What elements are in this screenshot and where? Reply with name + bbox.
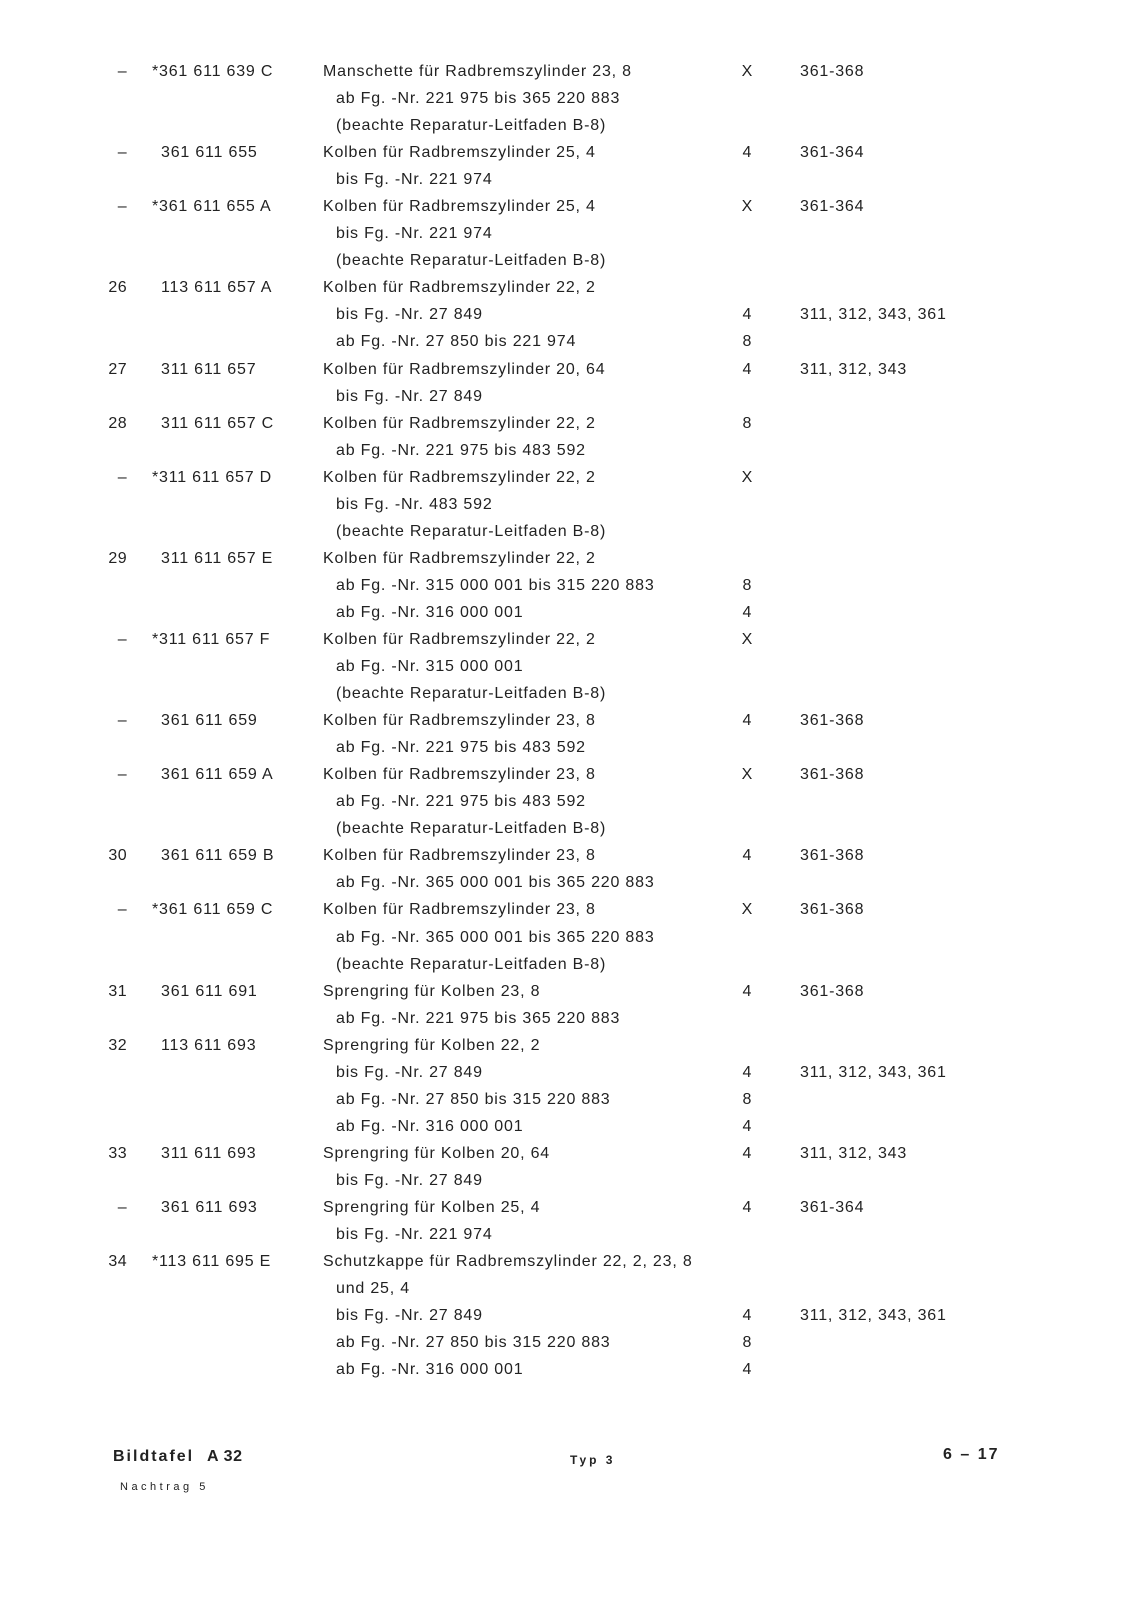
position-number: – xyxy=(117,901,127,919)
part-number: *113 611 695 E xyxy=(152,1253,272,1271)
parts-entry xyxy=(0,978,1139,1032)
model-types: 311, 312, 343 xyxy=(800,360,908,378)
model-types: 311, 312, 343, 361 xyxy=(800,1307,947,1325)
part-number: 361 611 655 xyxy=(161,144,258,162)
position-number: – xyxy=(117,468,127,486)
entry-line xyxy=(0,1329,1139,1356)
entry-line xyxy=(0,626,1139,653)
parts-entry xyxy=(0,1248,1139,1383)
description: Sprengring für Kolben 25, 4 xyxy=(323,1198,541,1216)
entry-line xyxy=(0,247,1139,274)
position-number: 28 xyxy=(108,414,127,432)
position-number: – xyxy=(117,630,127,648)
quantity: 4 xyxy=(742,1361,752,1379)
quantity: 4 xyxy=(742,144,752,162)
quantity: X xyxy=(741,766,753,784)
description: Kolben für Radbremszylinder 20, 64 xyxy=(323,360,606,378)
position-number: 32 xyxy=(108,1036,127,1054)
description: bis Fg. -Nr. 27 849 xyxy=(336,1307,483,1325)
quantity: 4 xyxy=(742,306,752,324)
quantity: 8 xyxy=(742,576,752,594)
description: (beachte Reparatur-Leitfaden B-8) xyxy=(336,252,607,270)
description: Kolben für Radbremszylinder 22, 2 xyxy=(323,630,596,648)
parts-entry xyxy=(0,545,1139,626)
parts-entry xyxy=(0,761,1139,842)
model-types: 361-368 xyxy=(800,766,865,784)
entry-line xyxy=(0,1005,1139,1032)
description: bis Fg. -Nr. 27 849 xyxy=(336,306,483,324)
description: ab Fg. -Nr. 27 850 bis 315 220 883 xyxy=(336,1334,611,1352)
part-number: 113 611 693 xyxy=(161,1036,257,1054)
position-number: 34 xyxy=(108,1253,127,1271)
entry-line xyxy=(0,193,1139,220)
quantity: 4 xyxy=(742,603,752,621)
quantity: 4 xyxy=(742,1198,752,1216)
description: Kolben für Radbremszylinder 22, 2 xyxy=(323,414,596,432)
position-number: 30 xyxy=(108,847,127,865)
description: ab Fg. -Nr. 221 975 bis 365 220 883 xyxy=(336,90,621,108)
description: Kolben für Radbremszylinder 22, 2 xyxy=(323,279,596,297)
position-number: 29 xyxy=(108,549,127,567)
quantity: 4 xyxy=(742,1063,752,1081)
entry-line xyxy=(0,815,1139,842)
quantity: 8 xyxy=(742,414,752,432)
description: Kolben für Radbremszylinder 23, 8 xyxy=(323,901,596,919)
description: ab Fg. -Nr. 221 975 bis 483 592 xyxy=(336,793,586,811)
entry-line xyxy=(0,1059,1139,1086)
position-number: – xyxy=(117,144,127,162)
part-number: 361 611 659 B xyxy=(161,847,275,865)
parts-entry xyxy=(0,707,1139,761)
description: ab Fg. -Nr. 315 000 001 xyxy=(336,658,524,676)
model-types: 311, 312, 343, 361 xyxy=(800,1063,947,1081)
entry-line xyxy=(0,383,1139,410)
position-number: 31 xyxy=(108,982,127,1000)
description: Kolben für Radbremszylinder 25, 4 xyxy=(323,144,596,162)
entry-line xyxy=(0,491,1139,518)
entry-line xyxy=(0,220,1139,247)
quantity: 4 xyxy=(742,1307,752,1325)
quantity: X xyxy=(741,198,753,216)
description: ab Fg. -Nr. 316 000 001 xyxy=(336,603,524,621)
entry-line xyxy=(0,1275,1139,1302)
description: Sprengring für Kolben 23, 8 xyxy=(323,982,541,1000)
entry-line xyxy=(0,1140,1139,1167)
parts-entry xyxy=(0,193,1139,274)
supplement-label: Nachtrag 5 xyxy=(120,1481,209,1493)
entry-line xyxy=(0,518,1139,545)
position-number: – xyxy=(117,63,127,80)
entry-line xyxy=(0,139,1139,166)
parts-entry xyxy=(0,410,1139,464)
parts-entry xyxy=(0,274,1139,355)
description: ab Fg. -Nr. 221 975 bis 483 592 xyxy=(336,441,586,459)
model-types: 311, 312, 343 xyxy=(800,1144,908,1162)
entry-line xyxy=(0,274,1139,301)
position-number: – xyxy=(117,198,127,216)
description: ab Fg. -Nr. 27 850 bis 315 220 883 xyxy=(336,1090,611,1108)
plate-number: A 32 xyxy=(207,1448,243,1465)
description: (beachte Reparatur-Leitfaden B-8) xyxy=(336,685,607,703)
entry-line xyxy=(0,842,1139,869)
entry-line xyxy=(0,734,1139,761)
entry-line xyxy=(0,1032,1139,1059)
description: (beachte Reparatur-Leitfaden B-8) xyxy=(336,820,607,838)
parts-entry xyxy=(0,842,1139,896)
entry-line xyxy=(0,58,1139,85)
type-label: Typ 3 xyxy=(570,1453,616,1467)
part-number: *311 611 657 D xyxy=(152,468,273,486)
parts-entry xyxy=(0,1140,1139,1194)
entry-line xyxy=(0,1086,1139,1113)
description: Kolben für Radbremszylinder 23, 8 xyxy=(323,847,596,865)
model-types: 361-368 xyxy=(800,712,865,730)
entry-line xyxy=(0,1194,1139,1221)
part-number: 113 611 657 A xyxy=(161,279,273,297)
quantity: 4 xyxy=(742,847,752,865)
quantity: 4 xyxy=(742,360,752,378)
description: Manschette für Radbremszylinder 23, 8 xyxy=(323,63,632,80)
description: ab Fg. -Nr. 365 000 001 bis 365 220 883 xyxy=(336,874,655,892)
part-number: *361 611 639 C xyxy=(152,63,274,80)
part-number: 361 611 693 xyxy=(161,1198,258,1216)
description: Sprengring für Kolben 20, 64 xyxy=(323,1144,550,1162)
quantity: 8 xyxy=(742,333,752,351)
quantity: 4 xyxy=(742,712,752,730)
description: Sprengring für Kolben 22, 2 xyxy=(323,1036,541,1054)
part-number: *361 611 659 C xyxy=(152,901,274,919)
description: Kolben für Radbremszylinder 22, 2 xyxy=(323,468,596,486)
model-types: 361-368 xyxy=(800,901,865,919)
entry-line xyxy=(0,166,1139,193)
entry-line xyxy=(0,951,1139,978)
description: ab Fg. -Nr. 316 000 001 xyxy=(336,1361,524,1379)
entry-line xyxy=(0,707,1139,734)
entry-line xyxy=(0,869,1139,896)
entry-line xyxy=(0,572,1139,599)
description: (beachte Reparatur-Leitfaden B-8) xyxy=(336,522,607,540)
entry-line xyxy=(0,978,1139,1005)
description: Schutzkappe für Radbremszylinder 22, 2, 23, 8 xyxy=(323,1253,693,1271)
position-number: 33 xyxy=(108,1144,127,1162)
parts-entry xyxy=(0,139,1139,193)
part-number: *361 611 655 A xyxy=(152,198,272,216)
description: bis Fg. -Nr. 27 849 xyxy=(336,387,483,405)
part-number: 361 611 659 A xyxy=(161,766,274,784)
model-types: 311, 312, 343, 361 xyxy=(800,306,947,324)
quantity: X xyxy=(741,468,753,486)
description: bis Fg. -Nr. 27 849 xyxy=(336,1171,483,1189)
entry-line xyxy=(0,112,1139,139)
description: Kolben für Radbremszylinder 25, 4 xyxy=(323,198,596,216)
page-number: 6 – 17 xyxy=(943,1446,1000,1463)
description: bis Fg. -Nr. 483 592 xyxy=(336,495,493,513)
part-number: 361 611 659 xyxy=(161,712,258,730)
description: bis Fg. -Nr. 221 974 xyxy=(336,1226,493,1244)
description: Kolben für Radbremszylinder 22, 2 xyxy=(323,549,596,567)
entry-line xyxy=(0,545,1139,572)
description: ab Fg. -Nr. 221 975 bis 365 220 883 xyxy=(336,1009,621,1027)
part-number: 311 611 657 xyxy=(161,360,257,378)
entry-line xyxy=(0,896,1139,923)
parts-list xyxy=(0,58,1139,1383)
entry-line xyxy=(0,1113,1139,1140)
description: (beachte Reparatur-Leitfaden B-8) xyxy=(336,955,607,973)
entry-line xyxy=(0,1248,1139,1275)
entry-line xyxy=(0,328,1139,355)
entry-line xyxy=(0,464,1139,491)
description: bis Fg. -Nr. 221 974 xyxy=(336,225,493,243)
parts-entry xyxy=(0,58,1139,139)
description: bis Fg. -Nr. 27 849 xyxy=(336,1063,483,1081)
entry-line xyxy=(0,788,1139,815)
description: ab Fg. -Nr. 365 000 001 bis 365 220 883 xyxy=(336,928,655,946)
parts-entry xyxy=(0,626,1139,707)
part-number: 311 611 693 xyxy=(161,1144,257,1162)
model-types: 361-368 xyxy=(800,63,865,80)
description: (beachte Reparatur-Leitfaden B-8) xyxy=(336,117,607,135)
entry-line xyxy=(0,356,1139,383)
position-number: – xyxy=(117,1198,127,1216)
model-types: 361-364 xyxy=(800,1198,865,1216)
quantity: 4 xyxy=(742,1117,752,1135)
quantity: 8 xyxy=(742,1334,752,1352)
entry-line xyxy=(0,410,1139,437)
description: bis Fg. -Nr. 221 974 xyxy=(336,171,493,189)
entry-line xyxy=(0,1356,1139,1383)
part-number: 311 611 657 C xyxy=(161,414,275,432)
quantity: X xyxy=(741,901,753,919)
quantity: X xyxy=(741,630,753,648)
entry-line xyxy=(0,1167,1139,1194)
description: ab Fg. -Nr. 316 000 001 xyxy=(336,1117,524,1135)
entry-line xyxy=(0,924,1139,951)
quantity: X xyxy=(741,63,753,80)
plate-label: Bildtafel xyxy=(113,1448,195,1465)
parts-entry xyxy=(0,1194,1139,1248)
entry-line xyxy=(0,680,1139,707)
quantity: 8 xyxy=(742,1090,752,1108)
model-types: 361-364 xyxy=(800,144,865,162)
parts-entry xyxy=(0,464,1139,545)
description: Kolben für Radbremszylinder 23, 8 xyxy=(323,712,596,730)
parts-entry xyxy=(0,1032,1139,1140)
position-number: 27 xyxy=(108,360,127,378)
description: ab Fg. -Nr. 221 975 bis 483 592 xyxy=(336,739,586,757)
description: Kolben für Radbremszylinder 23, 8 xyxy=(323,766,596,784)
entry-line xyxy=(0,1221,1139,1248)
part-number: 361 611 691 xyxy=(161,982,258,1000)
entry-line xyxy=(0,85,1139,112)
description: ab Fg. -Nr. 315 000 001 bis 315 220 883 xyxy=(336,576,655,594)
position-number: – xyxy=(117,766,127,784)
position-number: 26 xyxy=(108,279,127,297)
entry-line xyxy=(0,301,1139,328)
parts-entry xyxy=(0,356,1139,410)
entry-line xyxy=(0,437,1139,464)
position-number: – xyxy=(117,712,127,730)
description: und 25, 4 xyxy=(336,1280,410,1298)
entry-line xyxy=(0,653,1139,680)
part-number: *311 611 657 F xyxy=(152,630,271,648)
description: ab Fg. -Nr. 27 850 bis 221 974 xyxy=(336,333,577,351)
model-types: 361-364 xyxy=(800,198,865,216)
entry-line xyxy=(0,1302,1139,1329)
entry-line xyxy=(0,761,1139,788)
entry-line xyxy=(0,599,1139,626)
part-number: 311 611 657 E xyxy=(161,549,274,567)
quantity: 4 xyxy=(742,982,752,1000)
parts-entry xyxy=(0,896,1139,977)
model-types: 361-368 xyxy=(800,847,865,865)
quantity: 4 xyxy=(742,1144,752,1162)
model-types: 361-368 xyxy=(800,982,865,1000)
